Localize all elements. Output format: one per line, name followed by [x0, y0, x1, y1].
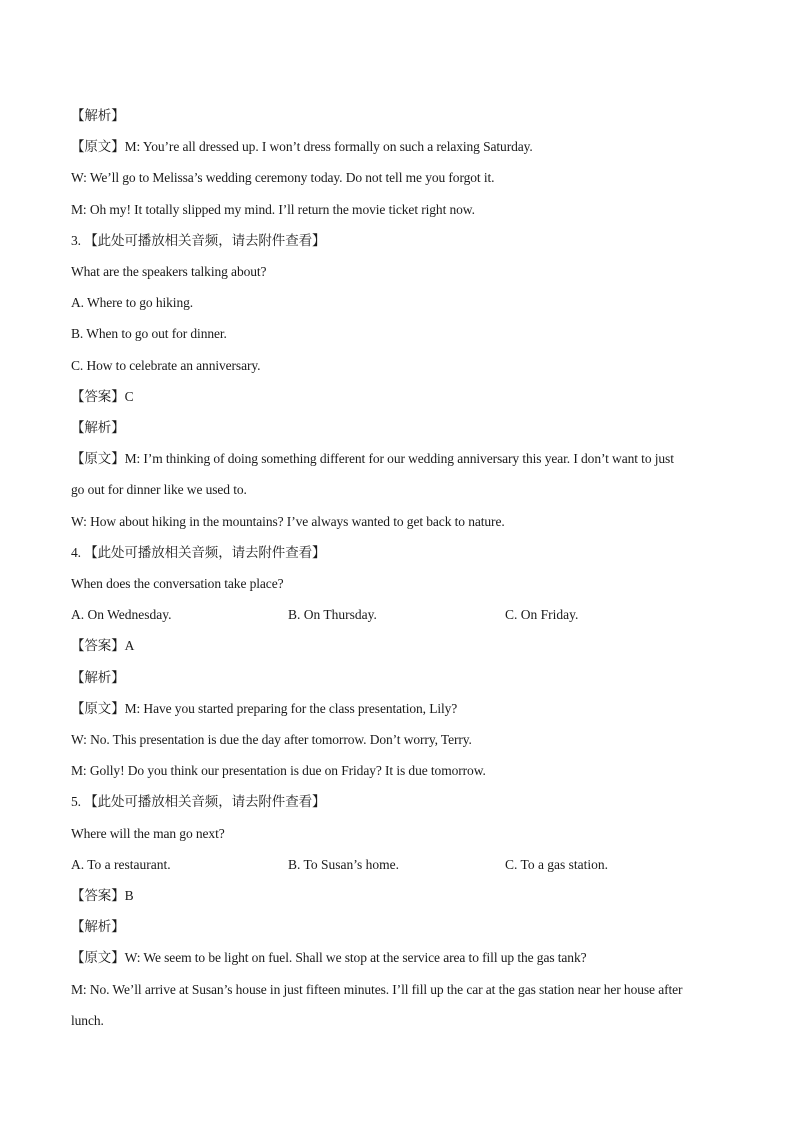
- question-4-option-b: B. On Thursday.: [288, 607, 377, 623]
- question-3-option-b: B. When to go out for dinner.: [71, 326, 227, 342]
- transcript-line: M: No. We’ll arrive at Susan’s house in just fifteen minutes. I’ll fill up the car at the gas station near her house after: [71, 981, 683, 997]
- answer-label: 【答案】A: [71, 638, 135, 654]
- question-3-text: What are the speakers talking about?: [71, 264, 267, 280]
- question-4-options: [71, 599, 723, 630]
- transcript-line: 【原文】W: We seem to be light on fuel. Shall we stop at the service area to fill up the gas tank?: [71, 950, 587, 966]
- question-3-option-c: C. How to celebrate an anniversary.: [71, 357, 261, 373]
- transcript-line: M: Golly! Do you think our presentation is due on Friday? It is due tomorrow.: [71, 763, 486, 779]
- transcript-line: lunch.: [71, 1012, 104, 1028]
- answer-label: 【答案】C: [71, 388, 134, 404]
- question-5-option-b: B. To Susan’s home.: [288, 856, 399, 872]
- document-page: [71, 100, 723, 1036]
- analysis-label: 【解析】: [71, 919, 125, 935]
- question-4-option-c: C. On Friday.: [505, 607, 579, 623]
- transcript-line: go out for dinner like we used to.: [71, 482, 247, 498]
- transcript-line: 【原文】M: I’m thinking of doing something different for our wedding anniversary this year. I don’t want to just: [71, 451, 674, 467]
- question-3-header: 3. 【此处可播放相关音频，请去附件查看】: [71, 232, 326, 248]
- transcript-line: M: Oh my! It totally slipped my mind. I’ll return the movie ticket right now.: [71, 201, 475, 217]
- question-3-option-a: A. Where to go hiking.: [71, 295, 194, 311]
- question-4-header: 4. 【此处可播放相关音频，请去附件查看】: [71, 544, 326, 560]
- transcript-line: W: How about hiking in the mountains? I’ve always wanted to get back to nature.: [71, 513, 505, 529]
- transcript-line: W: No. This presentation is due the day after tomorrow. Don’t worry, Terry.: [71, 732, 472, 748]
- transcript-line: 【原文】M: You’re all dressed up. I won’t dress formally on such a relaxing Saturday.: [71, 139, 533, 155]
- analysis-label: 【解析】: [71, 108, 125, 123]
- analysis-label: 【解析】: [71, 420, 125, 436]
- question-4-option-a: A. On Wednesday.: [71, 607, 172, 623]
- transcript-line: 【原文】M: Have you started preparing for the class presentation, Lily?: [71, 700, 458, 716]
- question-5-text: Where will the man go next?: [71, 825, 225, 841]
- question-5-option-a: A. To a restaurant.: [71, 856, 171, 872]
- question-4-text: When does the conversation take place?: [71, 576, 284, 592]
- transcript-line: W: We’ll go to Melissa’s wedding ceremony today. Do not tell me you forgot it.: [71, 170, 495, 186]
- question-5-header: 5. 【此处可播放相关音频，请去附件查看】: [71, 794, 326, 810]
- answer-label: 【答案】B: [71, 888, 134, 904]
- analysis-label: 【解析】: [71, 669, 125, 685]
- question-5-option-c: C. To a gas station.: [505, 856, 609, 872]
- question-5-options: [71, 849, 723, 880]
